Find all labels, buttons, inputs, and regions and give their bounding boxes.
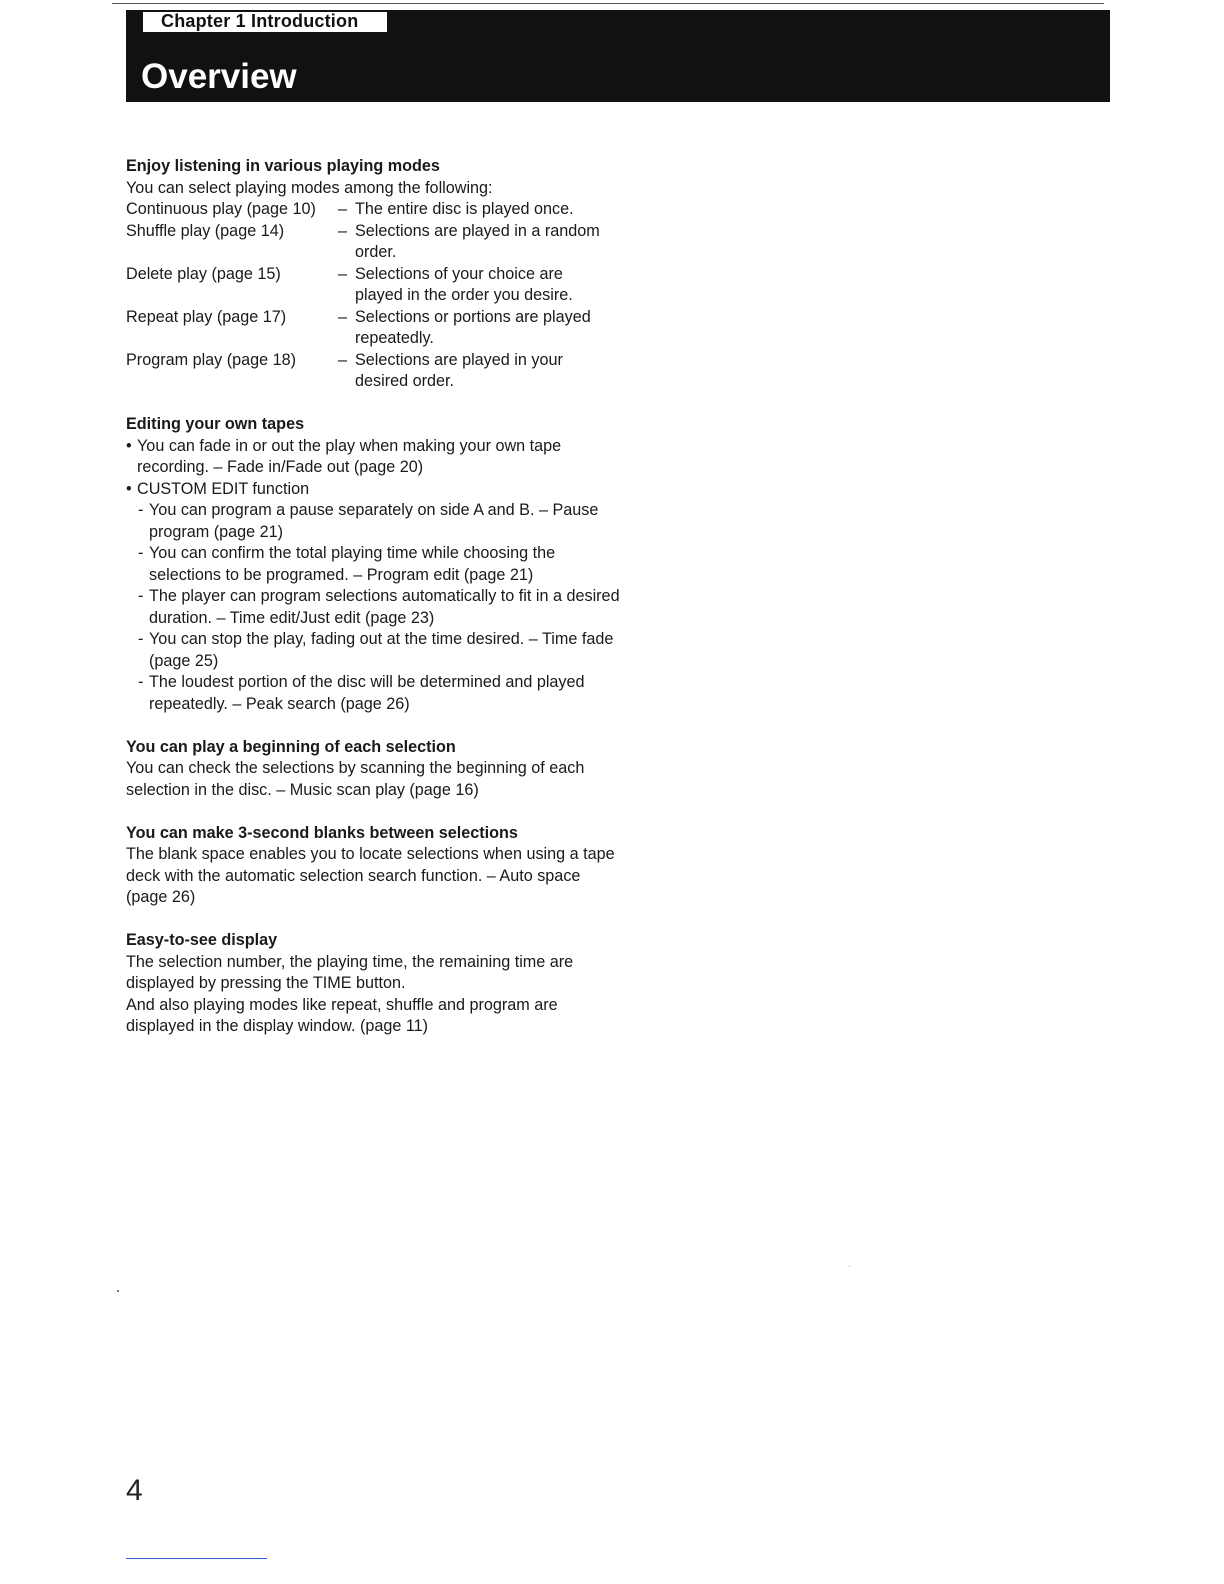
mode-description: The entire disc is played once. bbox=[355, 200, 574, 218]
mode-name: Continuous play (page 10) bbox=[126, 200, 316, 218]
mode-row bbox=[126, 199, 626, 221]
mode-description: Selections are played in your desired order. bbox=[355, 350, 563, 390]
section-display bbox=[126, 930, 626, 1038]
section-body: And also playing modes like repeat, shuffle and program are displayed in the display window. (page 11) bbox=[126, 995, 558, 1035]
chapter-label: Chapter 1 Introduction bbox=[161, 11, 359, 31]
bullet-item: • You can fade in or out the play when making your own tape recording. – Fade in/Fade out (page 20) bbox=[126, 436, 626, 479]
mode-dash: – bbox=[338, 307, 348, 326]
section-body: The selection number, the playing time, the remaining time are displayed by pressing the TIME button. bbox=[126, 952, 574, 992]
sub-item: - You can confirm the total playing time while choosing the selections to be programed. – Program edit (page 21) bbox=[126, 543, 626, 586]
section-title: You can make 3-second blanks between selections bbox=[126, 823, 518, 842]
mode-dash: – bbox=[338, 221, 348, 240]
mode-description: Selections or portions are played repeatedly. bbox=[355, 307, 591, 347]
section-body: You can check the selections by scanning the beginning of each selection in the disc. – Music scan play (page 16) bbox=[126, 759, 585, 799]
mode-name: Shuffle play (page 14) bbox=[126, 221, 285, 240]
scan-speck bbox=[117, 1290, 119, 1292]
sub-item: - The player can program selections automatically to fit in a desired duration. – Time edit/Just edit (page 23) bbox=[126, 586, 626, 629]
mode-name: Repeat play (page 17) bbox=[126, 307, 287, 326]
section-editing bbox=[126, 414, 626, 715]
section-body: The blank space enables you to locate selections when using a tape deck with the automatic selection search function. – Auto space (page 26) bbox=[126, 845, 615, 906]
section-auto-space bbox=[126, 823, 626, 909]
section-title: You can play a beginning of each selection bbox=[126, 737, 456, 756]
mode-description: Selections of your choice are played in the order you desire. bbox=[355, 264, 573, 304]
sub-item: - You can stop the play, fading out at the time desired. – Time fade (page 25) bbox=[126, 629, 626, 672]
mode-row bbox=[126, 307, 626, 350]
bottom-rule bbox=[126, 1558, 267, 1559]
mode-dash: – bbox=[338, 350, 348, 369]
mode-name: Program play (page 18) bbox=[126, 350, 297, 369]
mode-dash: – bbox=[338, 200, 348, 218]
section-title: Editing your own tapes bbox=[126, 415, 305, 433]
mode-row bbox=[126, 350, 626, 393]
page-number: 4 bbox=[126, 1474, 143, 1507]
section-title: Easy-to-see display bbox=[126, 931, 278, 949]
sub-item: - You can program a pause separately on side A and B. – Pause program (page 21) bbox=[126, 500, 626, 543]
mode-name: Delete play (page 15) bbox=[126, 264, 281, 283]
section-intro: You can select playing modes among the following: bbox=[126, 178, 493, 197]
sub-item: - The loudest portion of the disc will be determined and played repeatedly. – Peak search (page 26) bbox=[126, 672, 626, 715]
mode-description: Selections are played in a random order. bbox=[355, 221, 600, 261]
header-band bbox=[126, 10, 1110, 102]
section-playing-modes bbox=[126, 156, 626, 393]
chapter-tab bbox=[139, 12, 391, 32]
bullet-item: • CUSTOM EDIT function bbox=[126, 479, 626, 501]
top-rule bbox=[112, 3, 1104, 4]
page-title: Overview bbox=[141, 57, 297, 96]
mode-row bbox=[126, 221, 626, 264]
section-music-scan bbox=[126, 737, 626, 802]
content bbox=[126, 156, 626, 1059]
mode-row bbox=[126, 264, 626, 307]
section-title: Enjoy listening in various playing modes bbox=[126, 157, 440, 175]
mode-dash: – bbox=[338, 264, 348, 283]
scan-speck bbox=[849, 1266, 850, 1267]
